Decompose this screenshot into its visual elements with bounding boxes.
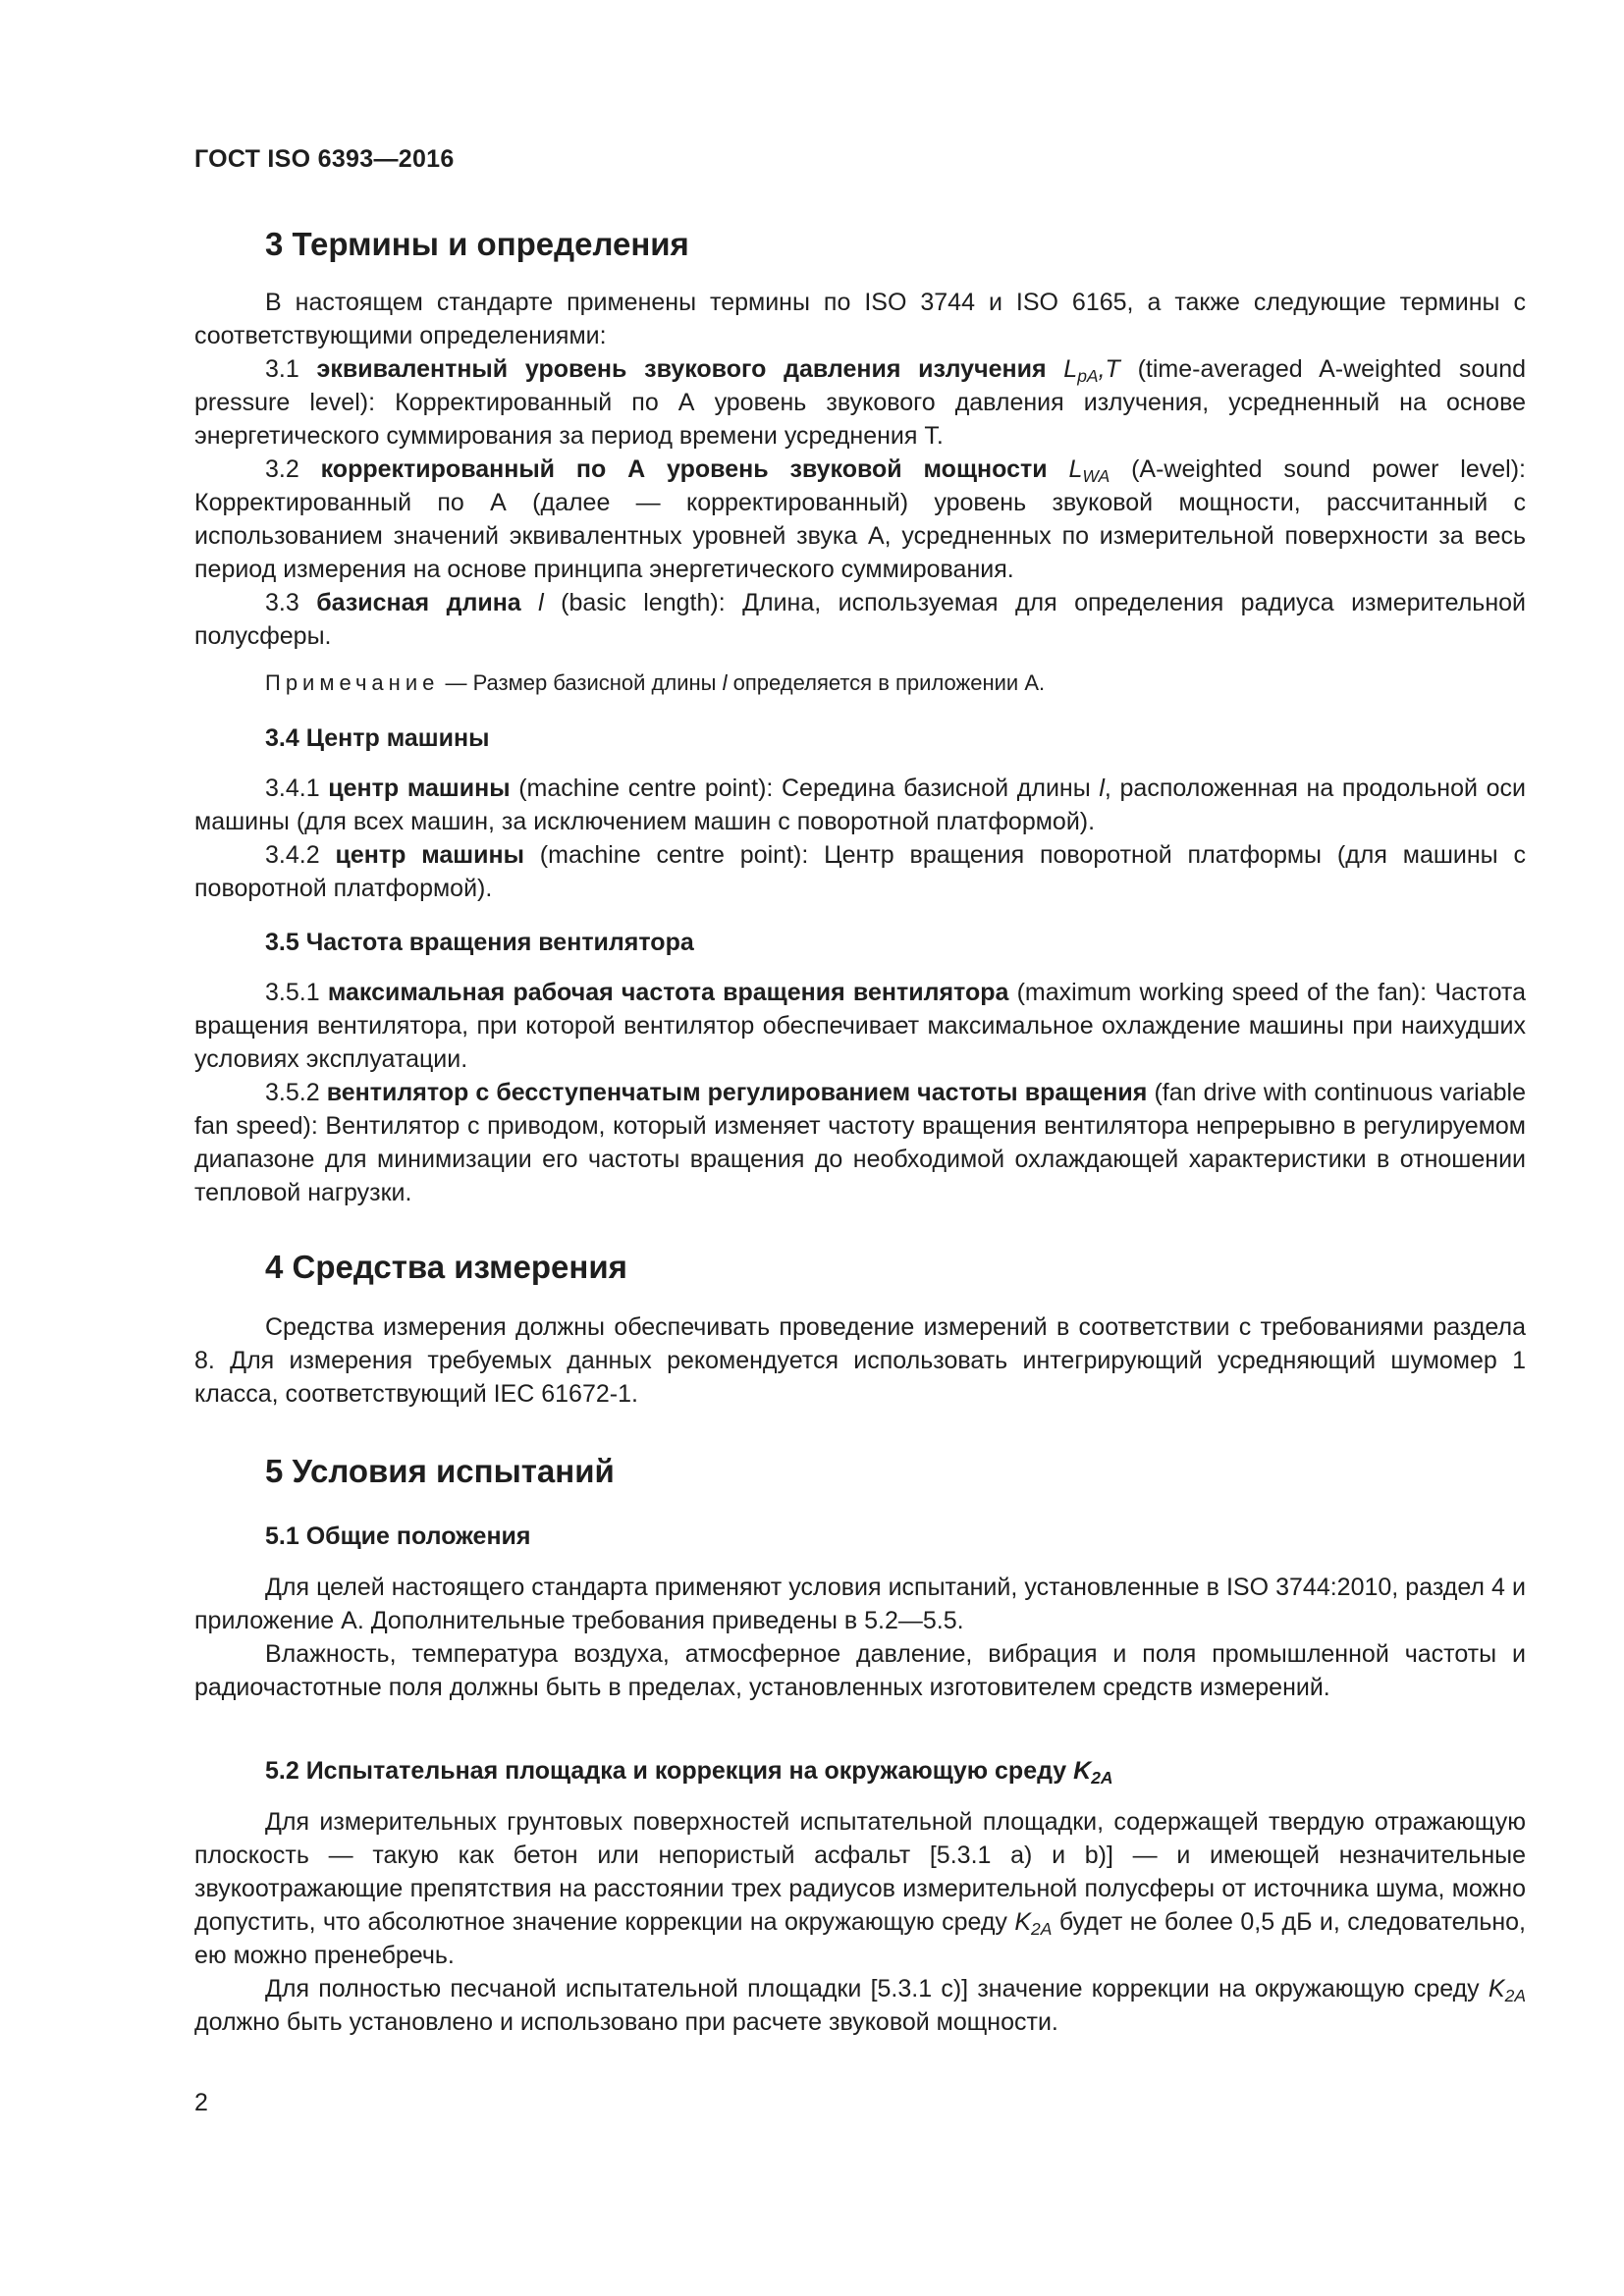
- section-5-2-text-1: Для измерительных грунтовых поверхностей испытательной площадки, содержащей твердую отражающую плоскость — такую как бетон или непористый асфальт [5.3.1 a) и b)] — и имеющей незначительные звукоотражающие препятствия на расстоянии трех радиусов измерительной полусферы от источника шума, можно допустить, что абсолютное значение коррекции на окружающую среду: [194, 1808, 1526, 1936]
- term-3-5-1-term: максимальная рабочая частота вращения вентилятора: [327, 979, 1009, 1006]
- term-3-4-1-term: центр машины: [328, 774, 511, 802]
- term-3-5-1-definition: (maximum working speed of the fan): Частота вращения вентилятора, при которой вентилятор обеспечивает максимальное охлаждение машины при наихудших условиях эксплуатации.: [194, 979, 1526, 1073]
- section-4-text: [194, 1310, 1526, 1411]
- section-5-1-text-1: Для целей настоящего стандарта применяют условия испытаний, установленные в ISO 3744:2010, раздел 4 и приложение А. Дополнительные требования приведены в 5.2—5.5.: [194, 1574, 1526, 1634]
- section-5-2-symbol-inline-2: $K_{2A}$: [1488, 1975, 1526, 2005]
- term-3-1-symbol: $L_{pA},T$: [1063, 355, 1120, 386]
- term-3-4-1-symbol: l: [1099, 774, 1105, 802]
- term-3-2-number: 3.2: [265, 455, 299, 483]
- term-3-3-number: 3.3: [265, 589, 299, 616]
- term-3-4-2-number: 3.4.2: [265, 841, 320, 869]
- term-3-2: [194, 453, 1526, 586]
- section-5-2-paragraph-2: [194, 1972, 1526, 2039]
- term-3-4-2-term: центр машины: [335, 841, 524, 869]
- document-header: ГОСТ ISO 6393—2016: [194, 145, 455, 173]
- section-4-title: 4 Средства измерения: [265, 1249, 627, 1285]
- section-5-2-paragraph-1: [194, 1805, 1526, 1972]
- section-5-1-paragraph-1: [194, 1571, 1526, 1637]
- section-5-1-text-2: Влажность, температура воздуха, атмосферное давление, вибрация и поля промышленной частоты и радиочастотные поля должны быть в пределах, установленных изготовителем средств измерений.: [194, 1640, 1526, 1701]
- section-5-1-title: 5.1 Общие положения: [265, 1522, 531, 1550]
- term-3-1-number: 3.1: [265, 355, 299, 383]
- term-3-4-1: [194, 772, 1526, 838]
- term-3-2-term: корректированный по А уровень звуковой мощности: [320, 455, 1048, 483]
- term-3-5-2-definition: (fan drive with continuous variable fan speed): Вентилятор с приводом, который изменяет частоту вращения вентилятора непрерывно в регулируемом диапазоне для минимизации его частоты вращения до необходимой охлаждающей характеристики в отношении тепловой нагрузки.: [194, 1079, 1526, 1206]
- term-3-4-1-definition-2: , расположенная на продольной оси машины (для всех машин, за исключением машин с поворотной платформой).: [194, 774, 1526, 835]
- section-5-2-text-2b: должно быть установлено и использовано при расчете звуковой мощности.: [194, 2008, 1058, 2036]
- term-3-1-definition: (time-averaged A-weighted sound pressure level): Корректированный по А уровень звукового давления излучения, усредненный на основе энергетического суммирования за период времени усреднения T.: [194, 355, 1526, 450]
- section-5-1-paragraph-2: [194, 1637, 1526, 1704]
- term-3-5-1-number: 3.5.1: [265, 979, 320, 1006]
- section-3-intro: [194, 286, 1526, 352]
- section-5-2-title: 5.2 Испытательная площадка и коррекция на окружающую среду $K_{2A}$: [265, 1757, 1113, 1788]
- section-3-title: 3 Термины и определения: [265, 226, 689, 262]
- note: [265, 668, 1045, 698]
- section-3-5-title: 3.5 Частота вращения вентилятора: [265, 929, 694, 956]
- term-3-4-2-definition: (machine centre point): Центр вращения поворотной платформы (для машины с поворотной платформой).: [194, 841, 1527, 902]
- term-3-5-2: [194, 1076, 1526, 1209]
- term-3-5-2-number: 3.5.2: [265, 1079, 320, 1106]
- term-3-3-definition: (basic length): Длина, используемая для определения радиуса измерительной полусферы.: [194, 589, 1527, 650]
- term-3-4-2: [194, 838, 1526, 905]
- section-3-4-title: 3.4 Центр машины: [265, 724, 490, 752]
- term-3-4-1-definition: (machine centre point): Середина базисной длины: [518, 774, 1091, 802]
- term-3-3: [194, 586, 1526, 653]
- section-5-2-text-1b: будет не более 0,5 дБ и, следовательно, ею можно пренебречь.: [194, 1908, 1526, 1969]
- section-5-2-symbol: $K_{2A}$: [1073, 1757, 1113, 1788]
- term-3-3-symbol: l: [538, 589, 544, 616]
- page-number: 2: [194, 2089, 208, 2116]
- term-3-1-term: эквивалентный уровень звукового давления излучения: [316, 355, 1047, 383]
- term-3-1: [194, 352, 1526, 453]
- section-5-2-symbol-inline: $K_{2A}$: [1014, 1908, 1053, 1939]
- term-3-2-definition: (A-weighted sound power level): Корректированный по А (далее — корректированный) уровень звуковой мощности, рассчитанный с использованием значений эквивалентных уровней звука А, усредненных по измерительной поверхности за весь период измерения на основе принципа энергетического суммирования.: [194, 455, 1526, 583]
- section-5-2-text-2: Для полностью песчаной испытательной площадки [5.3.1 c)] значение коррекции на окружающую среду: [265, 1975, 1480, 2002]
- term-3-4-1-number: 3.4.1: [265, 774, 320, 802]
- note-label: Примечание: [265, 670, 440, 695]
- section-5-title: 5 Условия испытаний: [265, 1453, 615, 1489]
- note-text: — Размер базисной длины: [445, 670, 717, 695]
- term-3-5-2-term: вентилятор с бесступенчатым регулированием частоты вращения: [326, 1079, 1148, 1106]
- term-3-3-term: базисная длина: [316, 589, 521, 616]
- term-3-2-symbol: $L_{WA}$: [1068, 455, 1110, 486]
- section-3-intro-text: В настоящем стандарте применены термины по ISO 3744 и ISO 6165, а также следующие термины с соответствующими определениями:: [194, 289, 1526, 349]
- note-symbol: l: [722, 670, 728, 695]
- note-text-2: определяется в приложении А.: [732, 670, 1046, 695]
- section-4-paragraph: Средства измерения должны обеспечивать проведение измерений в соответствии с требованиями раздела 8. Для измерения требуемых данных рекомендуется использовать интегрирующий усредняющий шумомер 1 класса, соответствующий IEC 61672-1.: [194, 1313, 1526, 1408]
- term-3-5-1: [194, 976, 1526, 1076]
